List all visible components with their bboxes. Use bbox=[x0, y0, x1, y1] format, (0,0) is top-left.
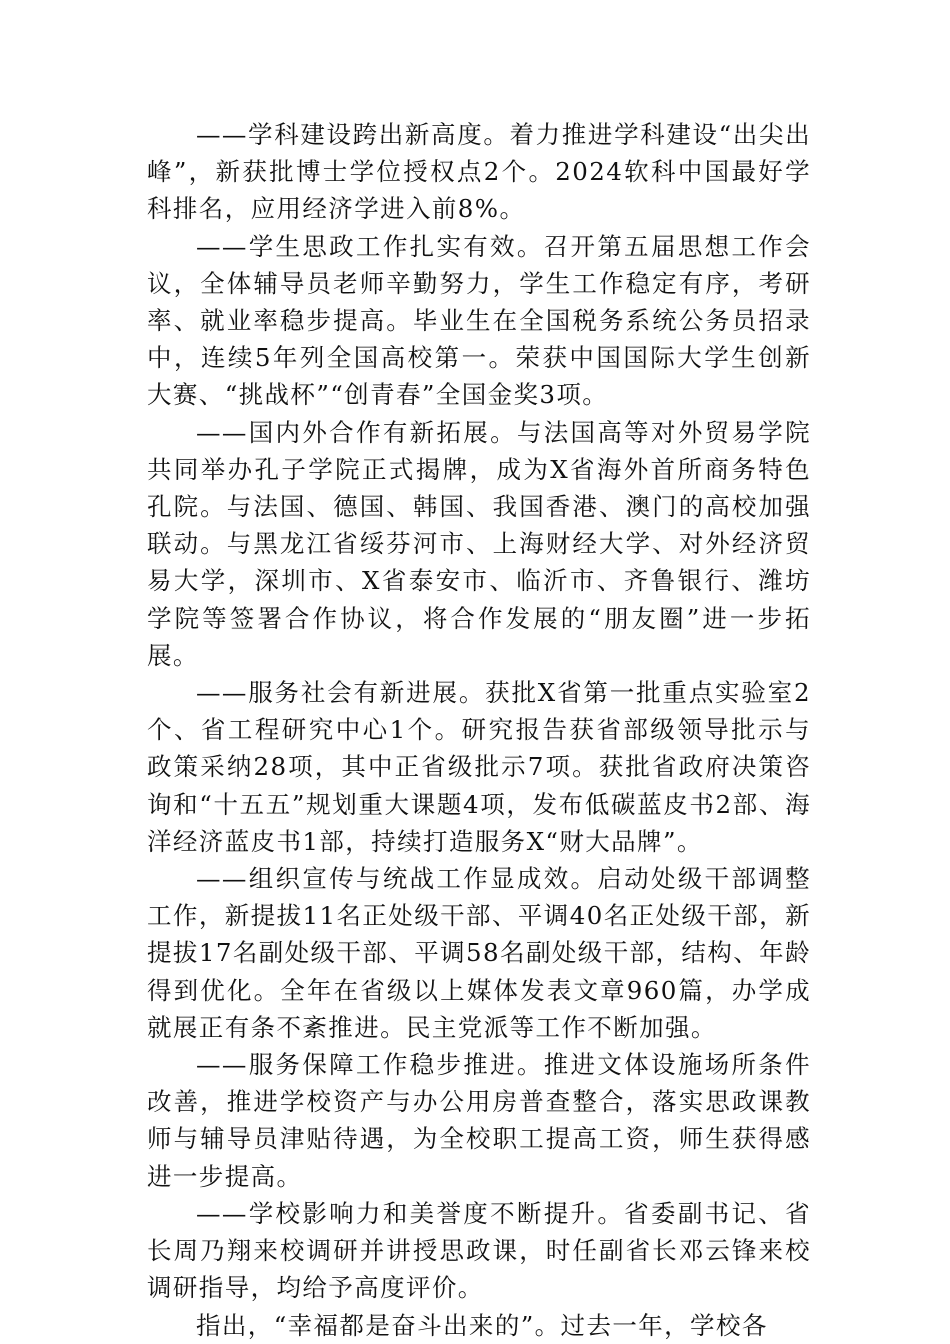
paragraph-discipline-construction: ——学科建设跨出新高度。着力推进学科建设“出尖出峰”，新获批博士学位授权点2个。2024软科中国最好学科排名，应用经济学进入前8%。 bbox=[147, 120, 811, 224]
paragraph-cooperation: ——国内外合作有新拓展。与法国高等对外贸易学院共同举办孔子学院正式揭牌，成为X省海外首所商务特色孔院。与法国、德国、韩国、我国香港、澳门的高校加强联动。与黑龙江省绥芬河市、上海财经大学、对外经济贸易大学，深圳市、X省泰安市、临沂市、齐鲁银行、潍坊学院等签署合作协议，将合作发展的“朋友圈”进一步拓展。 bbox=[147, 417, 811, 670]
paragraph-closing: 指出，“幸福都是奋斗出来的”。过去一年，学校各 bbox=[196, 1310, 768, 1340]
paragraph-influence-reputation: ——学校影响力和美誉度不断提升。省委副书记、省长周乃翔来校调研并讲授思政课，时任副省长邓云锋来校调研指导，均给予高度评价。 bbox=[147, 1198, 811, 1303]
paragraph-organization-publicity: ——组织宣传与统战工作显成效。启动处级干部调整工作，新提拔11名正处级干部、平调40名正处级干部，新提拔17名副处级干部、平调58名副处级干部，结构、年龄得到优化。全年在省级以上媒体发表文章960篇，办学成就展正有条不紊推进。民主党派等工作不断加强。 bbox=[147, 864, 811, 1042]
paragraph-social-service: ——服务社会有新进展。获批X省第一批重点实验室2个、省工程研究中心1个。研究报告获省部级领导批示与政策采纳28项，其中正省级批示7项。获批省政府决策咨询和“十五五”规划重大课题4项，发布低碳蓝皮书2部、海洋经济蓝皮书1部，持续打造服务X“财大品牌”。 bbox=[147, 678, 811, 856]
paragraph-student-ideology-work: ——学生思政工作扎实有效。召开第五届思想工作会议，全体辅导员老师辛勤努力，学生工作稳定有序，考研率、就业率稳步提高。毕业生在全国税务系统公务员招录中，连续5年列全国高校第一。荣获中国国际大学生创新大赛、“挑战杯”“创青春”全国金奖3项。 bbox=[147, 231, 811, 410]
paragraph-service-support: ——服务保障工作稳步推进。推进文体设施场所条件改善，推进学校资产与办公用房普查整合，落实思政课教师与辅导员津贴待遇，为全校职工提高工资，师生获得感进一步提高。 bbox=[147, 1050, 811, 1191]
document-body bbox=[147, 116, 811, 1344]
